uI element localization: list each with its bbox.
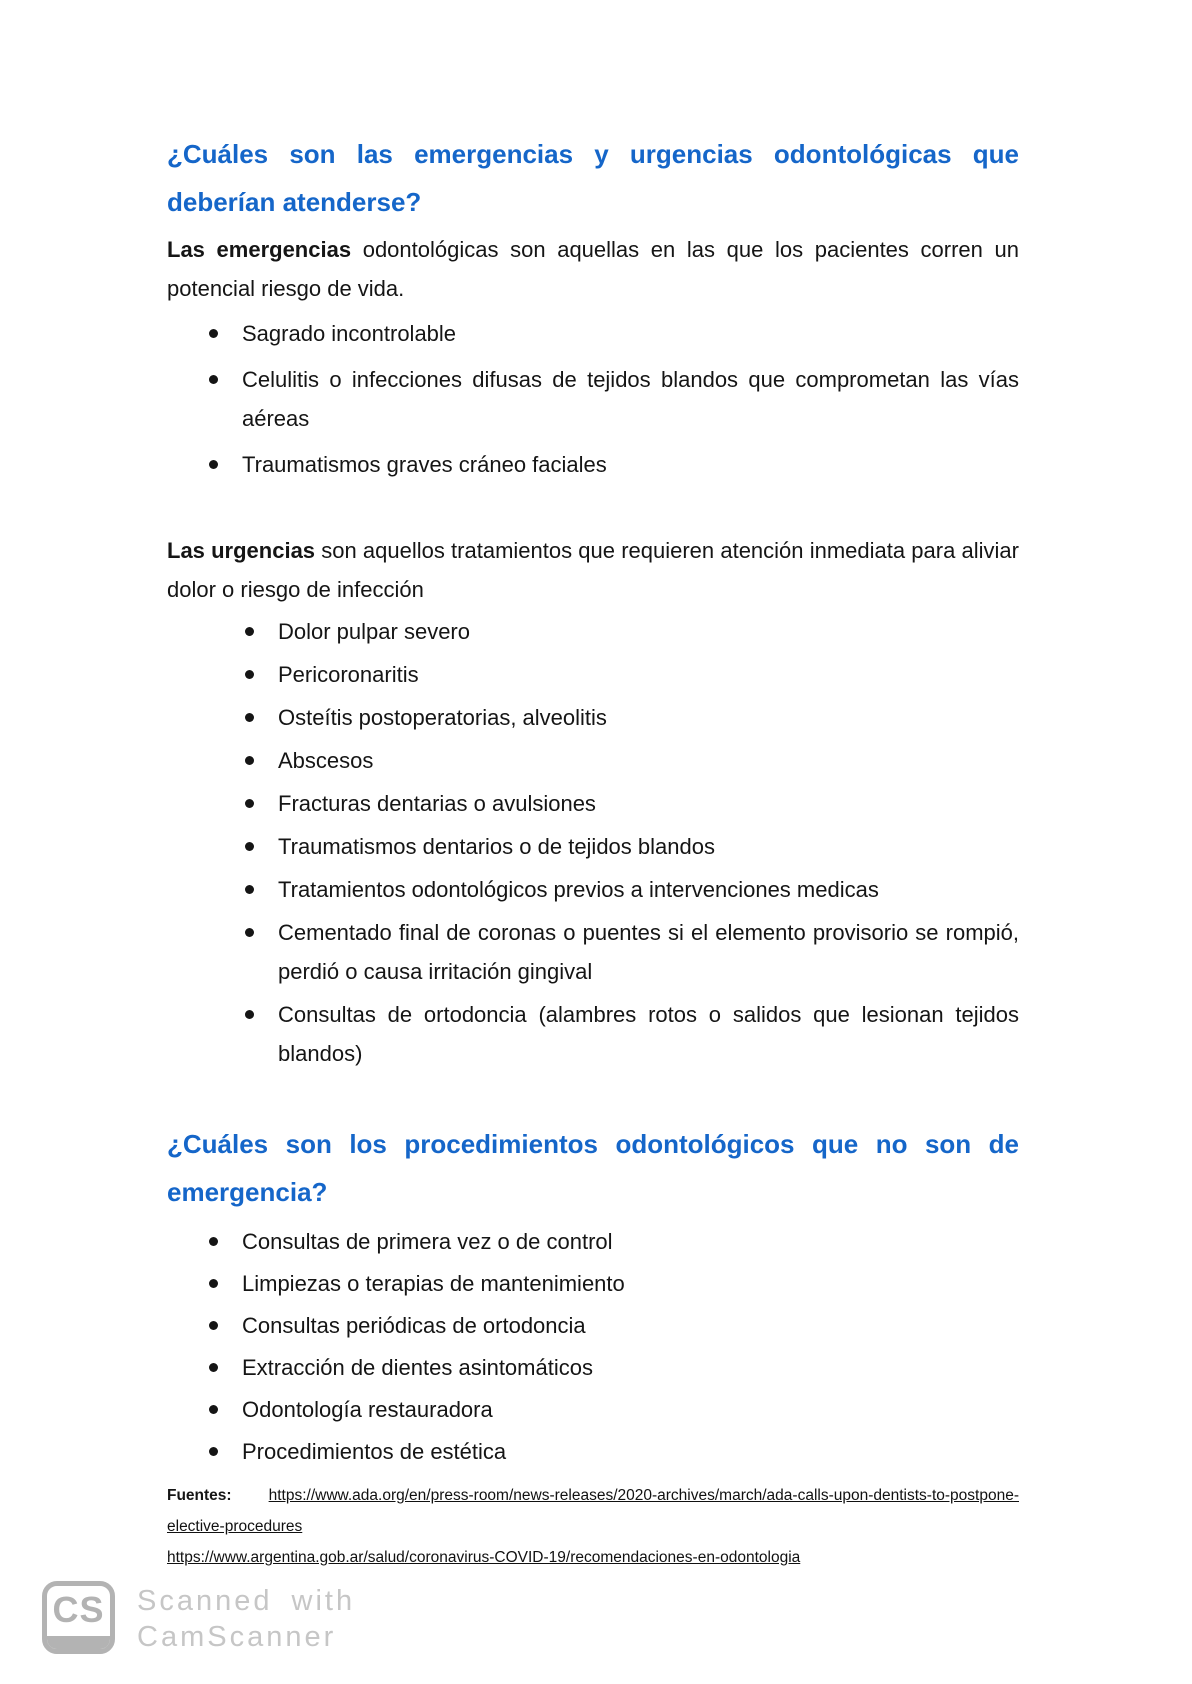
list-item: Celulitis o infecciones difusas de tejidos blandos que comprometan las vías aéreas bbox=[242, 360, 1019, 438]
watermark-line2: CamScanner bbox=[137, 1621, 337, 1653]
intro-rest-emergencias: odontológicas son aquellas en las que los pacientes corren un potencial riesgo de vida. bbox=[167, 237, 1020, 301]
sources-label: Fuentes: bbox=[167, 1487, 232, 1504]
intro-rest-urgencias: son aquellos tratamientos que requieren atención inmediata para aliviar dolor o riesgo de infección bbox=[167, 538, 1019, 602]
sources-block bbox=[167, 1480, 1019, 1573]
camscanner-logo-letters: CS bbox=[52, 1589, 105, 1630]
watermark-text bbox=[137, 1583, 355, 1655]
bullet-list-urgencias bbox=[167, 612, 1019, 1073]
list-item: Dolor pulpar severo bbox=[278, 612, 1019, 651]
list-item: Sagrado incontrolable bbox=[242, 314, 1019, 353]
list-item: Odontología restauradora bbox=[242, 1390, 1019, 1429]
list-item: Traumatismos dentarios o de tejidos blandos bbox=[278, 827, 1019, 866]
list-item: Consultas periódicas de ortodoncia bbox=[242, 1306, 1019, 1345]
list-item: Consultas de ortodoncia (alambres rotos o salidos que lesionan tejidos blandos) bbox=[278, 995, 1019, 1073]
intro-paragraph-emergencias bbox=[167, 230, 1019, 308]
list-item: Abscesos bbox=[278, 741, 1019, 780]
camscanner-watermark bbox=[42, 1581, 355, 1655]
list-item: Fracturas dentarias o avulsiones bbox=[278, 784, 1019, 823]
camscanner-logo-bar bbox=[47, 1636, 110, 1649]
intro-bold-emergencias: Las emergencias bbox=[167, 237, 352, 262]
source-link-ada[interactable]: https://www.ada.org/en/press-room/news-releases/2020-archives/march/ada-calls-upon-dentists-to-postpone-elective-procedures bbox=[167, 1487, 1019, 1535]
list-item: Consultas de primera vez o de control bbox=[242, 1222, 1019, 1261]
intro-paragraph-urgencias bbox=[167, 531, 1019, 609]
document-content bbox=[167, 0, 1019, 1573]
list-item: Osteítis postoperatorias, alveolitis bbox=[278, 698, 1019, 737]
section-heading-emergencias: ¿Cuáles son las emergencias y urgencias odontológicas que deberían atenderse? bbox=[167, 139, 1019, 217]
section-heading-no-emergencia: ¿Cuáles son los procedimientos odontológicos que no son de emergencia? bbox=[167, 1129, 1019, 1207]
bullet-list-emergencias bbox=[167, 314, 1019, 484]
intro-bold-urgencias: Las urgencias bbox=[167, 538, 316, 563]
list-item: Cementado final de coronas o puentes si el elemento provisorio se rompió, perdió o causa irritación gingival bbox=[278, 913, 1019, 991]
list-item: Pericoronaritis bbox=[278, 655, 1019, 694]
watermark-line1: Scanned with bbox=[137, 1585, 356, 1617]
list-item: Tratamientos odontológicos previos a intervenciones medicas bbox=[278, 870, 1019, 909]
list-item: Extracción de dientes asintomáticos bbox=[242, 1348, 1019, 1387]
list-item: Limpiezas o terapias de mantenimiento bbox=[242, 1264, 1019, 1303]
bullet-list-no-emergencia bbox=[167, 1222, 1019, 1471]
list-item: Traumatismos graves cráneo faciales bbox=[242, 445, 1019, 484]
camscanner-logo-icon bbox=[42, 1581, 115, 1654]
list-item: Procedimientos de estética bbox=[242, 1432, 1019, 1471]
source-link-argentina[interactable]: https://www.argentina.gob.ar/salud/coronavirus-COVID-19/recomendaciones-en-odontologia bbox=[167, 1549, 801, 1566]
